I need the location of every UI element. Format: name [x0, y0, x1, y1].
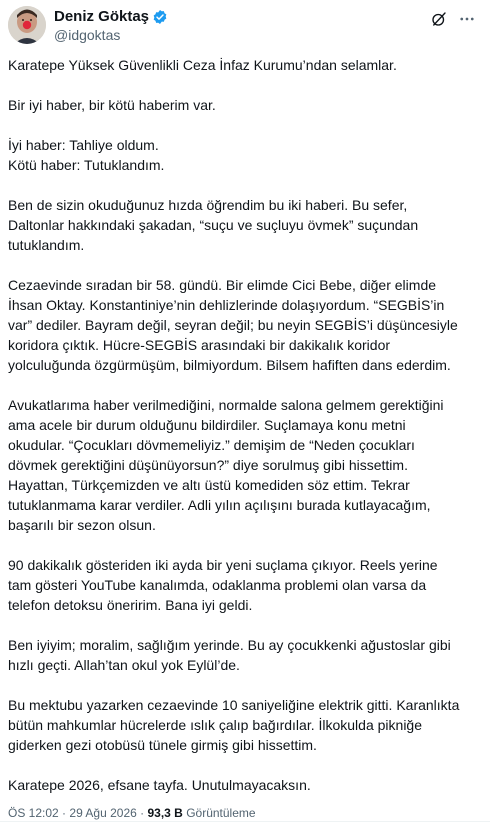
more-horizontal-icon[interactable]	[458, 10, 476, 28]
tweet-line: dövmek gerektiğini düşünüyorsun?” diye sorulmuş gibi hissettim.	[8, 457, 408, 473]
tweet-line: tam gösteri YouTube kanalımda, odaklanma problemi olan varsa da	[8, 577, 427, 593]
tweet-paragraph	[8, 695, 482, 755]
author-handle[interactable]: @idgoktas	[54, 27, 121, 43]
tweet-line: tutuklanmama karar verdiler. Adli yılın açılışını burada kutlayacağım,	[8, 497, 431, 513]
tweet-line: telefon detoksu öneririm. Bana iyi geldi.	[8, 597, 253, 613]
tweet-line: Kötü haber: Tutuklandım.	[8, 157, 165, 173]
tweet-line: koridora çıktık. Hücre-SEGBİS arasındaki bir dakikalık koridor	[8, 337, 391, 353]
tweet-paragraph	[8, 95, 482, 115]
tweet-line: Ben de sizin okuduğunuz hızda öğrendim bu iki haberi. Bu sefer,	[8, 197, 408, 213]
tweet-line: Hayattan, Türkçemizden ve altı üstü komediden söz ettim. Tekrar	[8, 477, 410, 493]
tweet-paragraph	[8, 275, 482, 375]
tweet-header	[8, 6, 482, 46]
tweet-line: başarılı bir sezon olsun.	[8, 517, 156, 533]
meta-separator: ·	[140, 806, 145, 820]
tweet-line: bütün mahkumlar hücrelerde ıslık çalıp bağırdılar. İlkokulda pikniğe	[8, 717, 422, 733]
verified-badge-icon	[152, 9, 168, 25]
tweet-line: ama acele bir durum olduğunu bildirdiler. Suçlamaya konu metni	[8, 417, 406, 433]
tweet-paragraph	[8, 195, 482, 255]
avatar[interactable]	[8, 6, 46, 44]
tweet-text	[8, 55, 482, 795]
tweet-date[interactable]: 29 Ağu 2026	[69, 806, 137, 820]
tweet-line: Karatepe 2026, efsane tayfa. Unutulmayacaksın.	[8, 777, 311, 793]
meta-separator: ·	[62, 806, 67, 820]
tweet-line: okudular. “Çocukları dövmemeliyiz.” demişim de “Neden çocukları	[8, 437, 415, 453]
author-name-row[interactable]	[54, 8, 168, 26]
tweet-paragraph	[8, 555, 482, 615]
tweet-line: giderken gezi otobüsü tünele girmiş gibi hissettim.	[8, 737, 317, 753]
view-count: 93,3 B	[147, 806, 183, 820]
tweet-line: Ben iyiyim; moralim, sağlığım yerinde. Bu ay çocukkenki ağustoslar gibi	[8, 637, 451, 653]
tweet-paragraph	[8, 395, 482, 535]
tweet-paragraph	[8, 775, 482, 795]
tweet-line: Bu mektubu yazarken cezaevinde 10 saniyeliğine elektrik gitti. Karanlıkta	[8, 697, 460, 713]
tweet-line: var” dediler. Bayram değil, seyran değil; bu neyin SEGBİS’i düşüncesiyle	[8, 317, 458, 333]
tweet-paragraph	[8, 635, 482, 675]
tweet-line: Bir iyi haber, bir kötü haberim var.	[8, 97, 216, 113]
display-name[interactable]: Deniz Göktaş	[54, 8, 150, 25]
avatar-photo-icon	[8, 6, 46, 44]
tweet-line: Avukatlarıma haber verilmediğini, normalde salona gelmem gerektiğini	[8, 397, 444, 413]
tweet-time[interactable]: ÖS 12:02	[8, 806, 59, 820]
tweet-line: yolculuğunda özgürmüşüm, bilmiyordum. Bilsem hafiften dans ederdim.	[8, 357, 451, 373]
tweet-line: Daltonlar hakkındaki şakadan, “suçu ve suçluyu övmek” suçundan	[8, 217, 419, 233]
tweet-line: tutuklandım.	[8, 237, 85, 253]
tweet-line: İyi haber: Tahliye oldum.	[8, 137, 159, 153]
tweet-line: 90 dakikalık gösteriden iki ayda bir yeni suçlama çıkıyor. Reels yerine	[8, 557, 438, 573]
tweet-line: İhsan Oktay. Konstantiniye’nin dehlizlerinde dolaşıyordum. “SEGBİS’in	[8, 297, 445, 313]
tweet-line: hızlı geçti. Allah’tan okul yok Eylül’de.	[8, 657, 240, 673]
view-label: Görüntüleme	[186, 806, 256, 820]
tweet-line: Karatepe Yüksek Güvenlikli Ceza İnfaz Kurumu’ndan selamlar.	[8, 57, 397, 73]
author-block	[54, 8, 168, 44]
tweet-paragraph	[8, 135, 482, 175]
tweet-paragraph	[8, 55, 482, 75]
tweet-meta	[8, 806, 256, 820]
tweet-line: Cezaevinde sıradan bir 58. gündü. Bir elimde Cici Bebe, diğer elimde	[8, 277, 437, 293]
grok-icon[interactable]	[430, 10, 448, 28]
